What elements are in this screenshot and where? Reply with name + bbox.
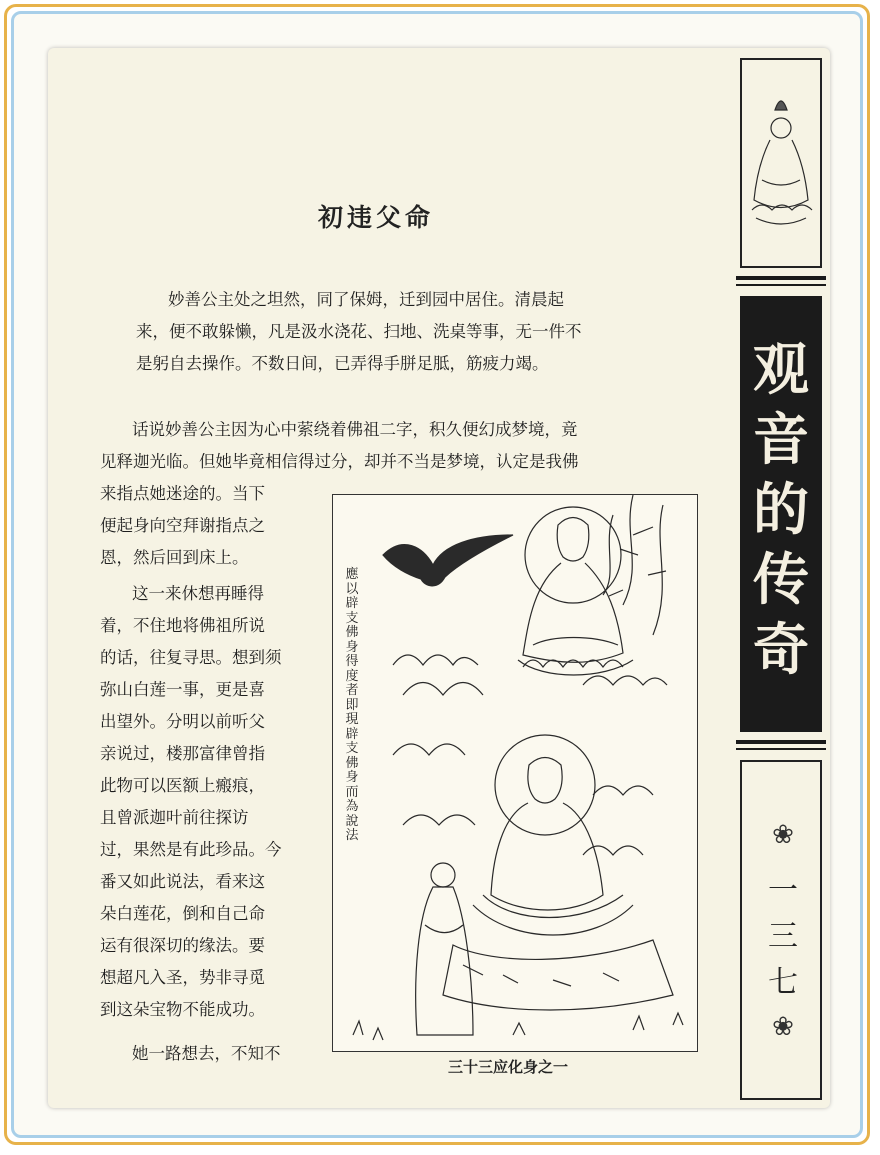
- sidebar-rule: [736, 276, 826, 280]
- text-line: 过，果然是有此珍品。今: [100, 840, 282, 859]
- guanyin-portrait-icon: [742, 60, 820, 266]
- page-number-box: [740, 760, 822, 1100]
- sidebar-rule: [736, 284, 826, 286]
- flower-ornament-icon: ❀: [772, 820, 794, 850]
- book-title-char: 观: [753, 337, 809, 403]
- book-title-char: 奇: [753, 617, 809, 683]
- text-line: 她一路想去，不知不: [132, 1044, 281, 1063]
- text-line: 此物可以医额上瘢痕，: [100, 776, 265, 795]
- page-number-char: 七: [768, 965, 798, 1000]
- text-line: 到这朵宝物不能成功。: [100, 1000, 265, 1019]
- sidebar: [736, 48, 830, 1108]
- text-line: 是躬自去操作。不数日间，已弄得手胼足胝，筋疲力竭。: [136, 354, 549, 373]
- page-number-char: 一: [768, 873, 798, 908]
- book-page: [48, 48, 830, 1108]
- text-line: 运有很深切的缘法。要: [100, 936, 265, 955]
- sidebar-rule: [736, 748, 826, 750]
- text-line: 这一来休想再睡得: [132, 584, 264, 603]
- text-line: 妙善公主处之坦然，同了保姆，迁到园中居住。清晨起: [168, 290, 564, 309]
- guanyin-portrait-box: [740, 58, 822, 268]
- page-number-char: 三: [768, 919, 798, 954]
- text-line: 话说妙善公主因为心中萦绕着佛祖二字，积久便幻成梦境，竟: [132, 420, 578, 439]
- illustration-vertical-caption: 應以辟支佛身得度者即現辟支佛身而為說法: [345, 567, 359, 843]
- text-line: 番又如此说法，看来这: [100, 872, 265, 891]
- book-title-char: 的: [753, 477, 809, 543]
- text-line: 想超凡入圣，势非寻觅: [100, 968, 265, 987]
- chapter-heading: 初违父命: [318, 203, 435, 232]
- text-line: 恩，然后回到床上。: [100, 548, 249, 567]
- text-line: 的话，往复寻思。想到须: [100, 648, 282, 667]
- text-line: 来指点她迷途的。当下: [100, 484, 265, 503]
- text-line: 弥山白莲一事，更是喜: [100, 680, 265, 699]
- text-line: 朵白莲花，倒和自己命: [100, 904, 265, 923]
- text-line: 见释迦光临。但她毕竟相信得过分，却并不当是梦境，认定是我佛: [100, 452, 579, 471]
- sidebar-rule: [736, 740, 826, 744]
- text-line: 便起身向空拜谢指点之: [100, 516, 265, 535]
- book-title-char: 音: [753, 407, 809, 473]
- text-line: 来，便不敢躲懒，凡是汲水浇花、扫地、洗桌等事，无一件不: [136, 322, 582, 341]
- book-title-block: [740, 296, 822, 732]
- text-line: 着，不住地将佛祖所说: [100, 616, 265, 635]
- woodcut-illustration: [332, 494, 698, 1052]
- flower-ornament-icon: ❀: [772, 1012, 794, 1042]
- text-line: 出望外。分明以前听父: [100, 712, 265, 731]
- illustration-caption: 三十三应化身之一: [448, 1058, 569, 1076]
- book-title-char: 传: [753, 547, 809, 613]
- text-line: 亲说过，楼那富律曾指: [100, 744, 265, 763]
- illustration-drawing: [333, 495, 698, 1052]
- text-line: 且曾派迦叶前往探访: [100, 808, 249, 827]
